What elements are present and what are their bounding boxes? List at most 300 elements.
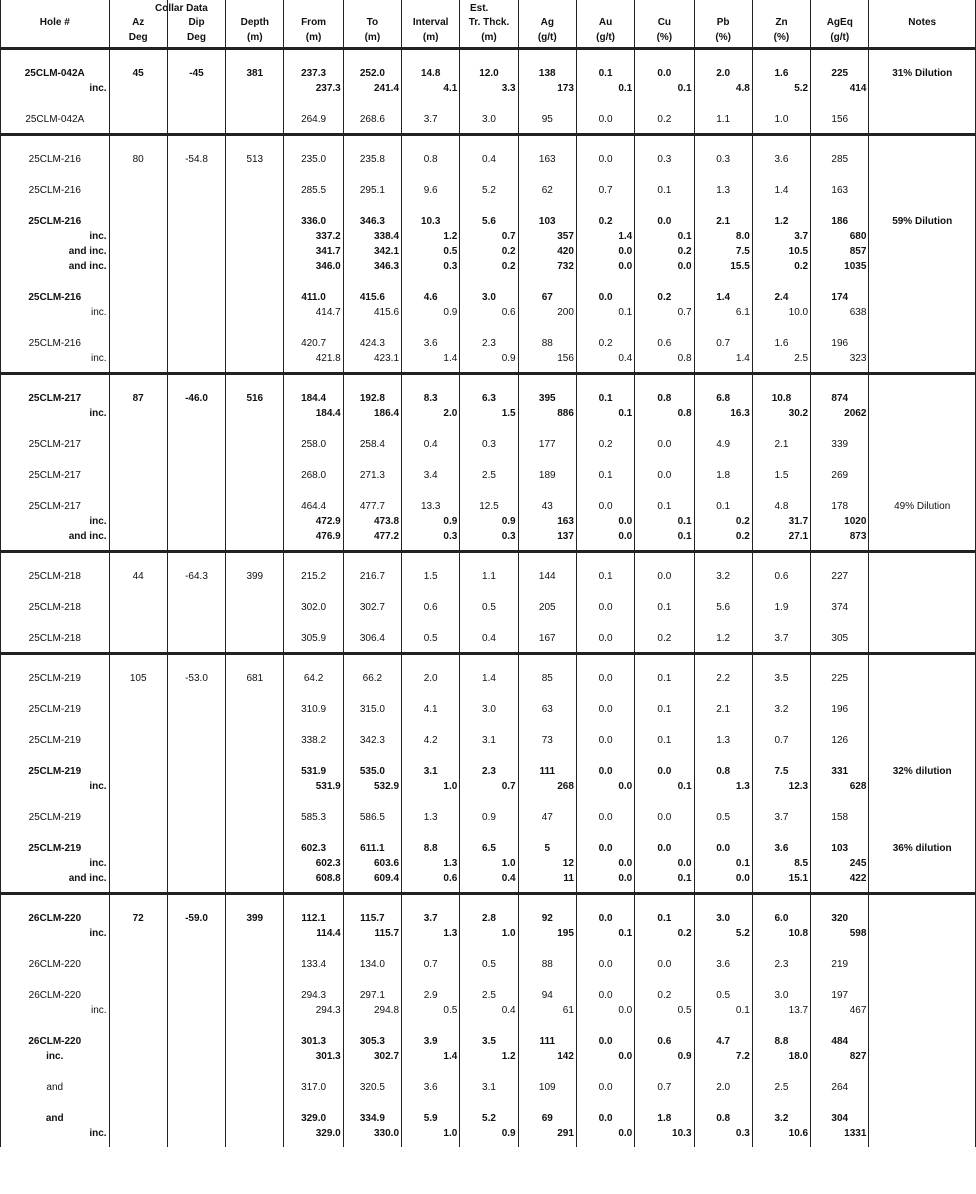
- detail-empty: [110, 529, 167, 544]
- detail-value: 1.0: [501, 928, 516, 939]
- table-cell: [635, 483, 694, 544]
- main-value: 484: [831, 1036, 849, 1047]
- table-cell: [402, 972, 460, 1018]
- table-cell: [284, 96, 343, 127]
- main-value: 144: [538, 571, 556, 582]
- column-header: [752, 0, 810, 49]
- table-cell: [576, 584, 634, 615]
- main-value: 271.3: [359, 470, 385, 481]
- detail-value: 0.3: [443, 531, 458, 542]
- table-cell: [518, 654, 576, 687]
- detail-value: 423.1: [374, 353, 400, 364]
- column-header-line2: Deg: [187, 32, 206, 43]
- column-header-line1: Pb: [716, 17, 730, 28]
- table-cell: [811, 198, 869, 274]
- detail-empty: [226, 529, 283, 544]
- table-cell: [635, 1095, 694, 1141]
- table-cell: [226, 452, 284, 483]
- main-value: [110, 988, 167, 1003]
- table-cell: [811, 717, 869, 748]
- detail-value: 329.0: [315, 1128, 341, 1139]
- column-header-line1: Interval: [412, 17, 449, 28]
- hole-id: 26CLM-220: [28, 913, 82, 924]
- main-value: [168, 1080, 225, 1095]
- detail-value: 0.0: [618, 516, 633, 527]
- detail-value: 1.2: [443, 231, 458, 242]
- table-cell: [576, 894, 634, 942]
- detail-label: inc.: [89, 928, 107, 939]
- table-cell: [1, 686, 110, 717]
- table-cell: [518, 615, 576, 646]
- main-value: [226, 1080, 283, 1095]
- spacer-cell: [1, 127, 110, 135]
- table-row: [1, 686, 976, 717]
- group-spacer: [1, 1141, 976, 1147]
- detail-value: 1.5: [501, 408, 516, 419]
- hole-id: and: [45, 1113, 64, 1124]
- spacer-cell: [284, 544, 343, 552]
- column-header: [1, 0, 110, 49]
- detail-empty: [110, 871, 167, 886]
- table-row: [1, 894, 976, 942]
- main-value: [110, 214, 167, 229]
- main-value: 329.0: [301, 1113, 327, 1124]
- table-cell: [402, 483, 460, 544]
- detail-empty: [869, 779, 975, 794]
- main-value: 112.1: [301, 913, 326, 924]
- table-cell: [109, 794, 167, 825]
- table-cell: [635, 198, 694, 274]
- table-cell: [869, 374, 976, 422]
- detail-empty: [226, 926, 283, 941]
- table-cell: [167, 421, 225, 452]
- table-cell: [226, 374, 284, 422]
- table-cell: [576, 421, 634, 452]
- table-cell: [694, 483, 752, 544]
- detail-empty: [869, 259, 975, 274]
- main-value: 196: [831, 704, 849, 715]
- detail-value: 603.6: [374, 858, 400, 869]
- table-cell: [811, 794, 869, 825]
- spacer-cell: [167, 544, 225, 552]
- table-cell: [518, 96, 576, 127]
- spacer-cell: [694, 127, 752, 135]
- main-value: 2.0: [423, 673, 438, 684]
- main-value: 1.3: [716, 735, 731, 746]
- column-header: [635, 0, 694, 49]
- main-value: 3.7: [423, 913, 438, 924]
- table-cell: [576, 1018, 634, 1064]
- table-cell: [752, 274, 810, 320]
- note-text: [869, 671, 975, 686]
- spacer-cell: [284, 646, 343, 654]
- main-value: 0.2: [657, 114, 672, 125]
- table-cell: [343, 135, 401, 168]
- main-value: 6.3: [482, 393, 496, 404]
- note-text: [869, 957, 975, 972]
- main-value: [168, 988, 225, 1003]
- table-cell: [226, 1095, 284, 1141]
- hole-group: [1, 135, 976, 374]
- spacer-cell: [1, 544, 110, 552]
- spacer-cell: [811, 1141, 869, 1147]
- detail-empty: [226, 779, 283, 794]
- main-value: 0.0: [598, 1113, 613, 1124]
- main-value: [168, 336, 225, 351]
- main-value: 0.2: [598, 338, 613, 349]
- table-cell: [226, 972, 284, 1018]
- spacer-cell: [811, 544, 869, 552]
- table-cell: [460, 552, 518, 585]
- table-row: [1, 584, 976, 615]
- table-cell: [869, 198, 976, 274]
- main-value: 184.4: [301, 393, 327, 404]
- detail-value: 467: [849, 1005, 867, 1016]
- table-cell: [518, 717, 576, 748]
- column-header-line2: [869, 30, 975, 45]
- table-cell: [811, 274, 869, 320]
- table-cell: [460, 825, 518, 886]
- detail-value: 473.8: [374, 516, 400, 527]
- detail-value: 8.5: [794, 858, 809, 869]
- detail-value: 0.9: [501, 1128, 516, 1139]
- group-spacer: [1, 366, 976, 374]
- main-value: 111: [539, 766, 556, 777]
- table-cell: [109, 686, 167, 717]
- hole-id: 25CLM-218: [28, 571, 81, 582]
- table-cell: [869, 825, 976, 886]
- main-value: [168, 214, 225, 229]
- detail-value: 732: [557, 261, 574, 272]
- main-value: 14.8: [420, 68, 441, 79]
- detail-value: 0.2: [677, 928, 692, 939]
- main-value: 0.1: [657, 185, 672, 196]
- detail-value: 680: [849, 231, 867, 242]
- main-value: 3.0: [482, 292, 496, 303]
- note-text: [869, 152, 975, 167]
- table-cell: [284, 374, 343, 422]
- main-value: [226, 1111, 283, 1126]
- main-value: 3.1: [482, 1082, 496, 1093]
- spacer-cell: [869, 544, 976, 552]
- detail-value: 0.1: [677, 531, 692, 542]
- table-cell: [635, 320, 694, 366]
- table-cell: [226, 96, 284, 127]
- main-value: 0.2: [598, 216, 613, 227]
- table-cell: [694, 452, 752, 483]
- table-cell: [635, 717, 694, 748]
- table-cell: [343, 96, 401, 127]
- detail-value: 5.2: [735, 928, 750, 939]
- main-value: [110, 183, 167, 198]
- column-header: [518, 0, 576, 49]
- table-cell: [460, 452, 518, 483]
- table-cell: [811, 941, 869, 972]
- spacer-cell: [284, 366, 343, 374]
- spacer-cell: [869, 1141, 976, 1147]
- table-cell: [869, 1018, 976, 1064]
- detail-value: 7.5: [735, 246, 750, 257]
- detail-value: 0.9: [443, 516, 458, 527]
- main-value: [168, 764, 225, 779]
- detail-value: 200: [557, 307, 574, 318]
- column-header: [226, 0, 284, 49]
- spacer-cell: [460, 544, 518, 552]
- table-cell: [694, 167, 752, 198]
- detail-empty: [110, 856, 167, 871]
- detail-value: 4.1: [443, 83, 458, 94]
- main-value: 3.6: [423, 338, 438, 349]
- main-value: 1.8: [657, 1113, 672, 1124]
- main-value: 0.2: [657, 633, 672, 644]
- main-value: 0.5: [482, 602, 496, 613]
- hole-id: 25CLM-216: [28, 185, 81, 196]
- main-value: 237.3: [301, 68, 327, 79]
- detail-empty: [168, 779, 225, 794]
- column-header: [576, 0, 634, 49]
- main-value: 8.8: [774, 1036, 789, 1047]
- detail-value: 337.2: [315, 231, 341, 242]
- table-cell: [811, 1095, 869, 1141]
- table-cell: [226, 135, 284, 168]
- main-value: 1.2: [716, 633, 731, 644]
- table-cell: [576, 96, 634, 127]
- table-cell: [460, 972, 518, 1018]
- main-value: 197: [831, 990, 849, 1001]
- main-value: 0.0: [657, 812, 672, 823]
- main-value: 1.1: [482, 571, 496, 582]
- table-cell: [1, 452, 110, 483]
- main-value: [226, 810, 283, 825]
- detail-value: 346.0: [315, 261, 341, 272]
- column-header-line2: (g/t): [830, 32, 850, 43]
- table-cell: [226, 717, 284, 748]
- main-value: 611.1: [360, 843, 385, 854]
- detail-value: 0.4: [501, 1005, 516, 1016]
- column-header-line1: Az: [132, 17, 145, 28]
- hole-id: 26CLM-220: [28, 1036, 82, 1047]
- detail-empty: [168, 259, 225, 274]
- detail-value: 1.0: [501, 858, 516, 869]
- table-cell: [811, 748, 869, 794]
- table-cell: [1, 421, 110, 452]
- detail-value: 0.3: [735, 1128, 750, 1139]
- table-cell: [811, 96, 869, 127]
- main-value: 3.2: [774, 704, 789, 715]
- table-cell: [109, 452, 167, 483]
- table-cell: [460, 198, 518, 274]
- detail-value: 1.0: [443, 781, 458, 792]
- table-cell: [694, 615, 752, 646]
- detail-value: 0.1: [677, 83, 692, 94]
- column-header-line1: Dip: [188, 17, 205, 28]
- main-value: 5: [544, 843, 551, 854]
- spacer-cell: [752, 366, 810, 374]
- note-text: 59% Dilution: [892, 216, 953, 227]
- table-cell: [576, 198, 634, 274]
- table-cell: [402, 320, 460, 366]
- detail-empty: [110, 779, 167, 794]
- detail-value: 421.8: [315, 353, 341, 364]
- detail-empty: [168, 406, 225, 421]
- main-value: 252.0: [359, 68, 385, 79]
- table-cell: [1, 320, 110, 366]
- main-value: 0.7: [423, 959, 438, 970]
- detail-value: 6.1: [735, 307, 750, 318]
- detail-empty: [168, 229, 225, 244]
- table-cell: [811, 894, 869, 942]
- table-row: [1, 198, 976, 274]
- table-cell: [109, 1095, 167, 1141]
- note-text: [869, 1111, 975, 1126]
- spacer-cell: [752, 127, 810, 135]
- main-value: 163: [831, 185, 849, 196]
- note-text: [869, 290, 975, 305]
- table-cell: [1, 584, 110, 615]
- detail-value: 0.1: [618, 928, 633, 939]
- main-value: 0.0: [598, 673, 613, 684]
- main-value: 80: [132, 154, 144, 165]
- table-cell: [694, 825, 752, 886]
- main-value: 92: [541, 913, 553, 924]
- table-cell: [811, 320, 869, 366]
- table-cell: [694, 972, 752, 1018]
- main-value: 2.3: [482, 338, 496, 349]
- table-cell: [869, 96, 976, 127]
- spacer-cell: [694, 646, 752, 654]
- column-header: [869, 0, 976, 49]
- table-cell: [284, 135, 343, 168]
- table-row: [1, 717, 976, 748]
- table-cell: [1, 972, 110, 1018]
- table-cell: [869, 941, 976, 972]
- detail-value: 237.3: [315, 83, 341, 94]
- table-cell: [576, 794, 634, 825]
- detail-empty: [110, 259, 167, 274]
- detail-value: 638: [849, 307, 867, 318]
- note-text: [869, 112, 975, 127]
- main-value: 186: [831, 216, 849, 227]
- main-value: 2.5: [774, 1082, 789, 1093]
- detail-value: 0.1: [677, 231, 692, 242]
- table-cell: [694, 1064, 752, 1095]
- spacer-cell: [402, 544, 460, 552]
- main-value: 5.6: [716, 602, 731, 613]
- note-text: [869, 600, 975, 615]
- detail-value: 0.9: [501, 516, 516, 527]
- table-cell: [284, 748, 343, 794]
- table-cell: [284, 1095, 343, 1141]
- spacer-cell: [343, 366, 401, 374]
- table-cell: [1, 374, 110, 422]
- table-cell: [869, 584, 976, 615]
- main-value: 306.4: [359, 633, 385, 644]
- detail-empty: [168, 1126, 225, 1141]
- main-value: 1.0: [774, 114, 789, 125]
- detail-value: 422: [849, 873, 867, 884]
- detail-value: 241.4: [374, 83, 400, 94]
- detail-value: 0.5: [443, 246, 458, 257]
- table-cell: [752, 167, 810, 198]
- main-value: 0.0: [598, 501, 613, 512]
- detail-empty: [869, 351, 975, 366]
- detail-value: 0.0: [618, 781, 633, 792]
- main-value: 43: [541, 501, 553, 512]
- detail-empty: [226, 244, 283, 259]
- table-cell: [752, 794, 810, 825]
- table-cell: [109, 274, 167, 320]
- main-value: 305.9: [301, 633, 327, 644]
- table-row: [1, 615, 976, 646]
- table-cell: [1, 941, 110, 972]
- table-cell: [226, 748, 284, 794]
- table-cell: [635, 274, 694, 320]
- detail-value: 0.6: [443, 873, 458, 884]
- spacer-cell: [460, 646, 518, 654]
- main-value: 2.0: [716, 68, 731, 79]
- main-value: 336.0: [301, 216, 327, 227]
- table-cell: [694, 96, 752, 127]
- table-cell: [869, 421, 976, 452]
- detail-value: 357: [557, 231, 574, 242]
- main-value: [110, 499, 167, 514]
- table-cell: [167, 167, 225, 198]
- detail-value: 13.7: [788, 1005, 809, 1016]
- main-value: 2.3: [774, 959, 789, 970]
- detail-empty: [226, 514, 283, 529]
- table-row: [1, 1095, 976, 1141]
- table-cell: [109, 135, 167, 168]
- est-title: Est.: [470, 3, 489, 14]
- table-cell: [226, 1064, 284, 1095]
- main-value: 3.0: [482, 704, 496, 715]
- main-value: 1.9: [774, 602, 789, 613]
- table-cell: [576, 972, 634, 1018]
- detail-value: 11: [563, 873, 574, 884]
- detail-value: 0.3: [501, 531, 516, 542]
- table-cell: [402, 49, 460, 97]
- table-cell: [811, 49, 869, 97]
- detail-label: and inc.: [68, 246, 107, 257]
- table-cell: [518, 320, 576, 366]
- main-value: 115.7: [360, 913, 385, 924]
- main-value: [110, 631, 167, 646]
- main-value: 531.9: [301, 766, 327, 777]
- main-value: -59.0: [185, 913, 208, 924]
- hole-id: 25CLM-217: [28, 393, 82, 404]
- table-cell: [869, 794, 976, 825]
- main-value: 477.7: [359, 501, 385, 512]
- detail-value: 0.5: [443, 1005, 458, 1016]
- detail-value: 628: [849, 781, 867, 792]
- hole-id: 25CLM-218: [28, 602, 81, 613]
- table-cell: [518, 167, 576, 198]
- main-value: 3.6: [774, 154, 789, 165]
- table-cell: [576, 654, 634, 687]
- table-cell: [752, 615, 810, 646]
- table-cell: [109, 972, 167, 1018]
- column-header-line1: Hole #: [39, 17, 70, 28]
- main-value: 0.1: [598, 470, 613, 481]
- table-row: [1, 135, 976, 168]
- table-cell: [752, 49, 810, 97]
- main-value: [226, 290, 283, 305]
- table-cell: [694, 374, 752, 422]
- table-cell: [343, 483, 401, 544]
- table-cell: [167, 584, 225, 615]
- main-value: 415.6: [359, 292, 385, 303]
- hole-id: 25CLM-219: [28, 704, 81, 715]
